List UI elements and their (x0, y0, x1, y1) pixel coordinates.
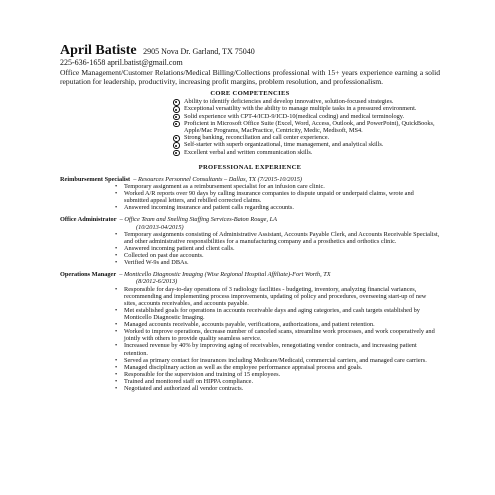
competency-text: Proficient in Microsoft Office Suite (Excel, Word, Access, Outlook, and PowerPoint), QuickBooks, Apple/Mac Programs, MacPractice, Centricity, Medic, Medisoft, MS4. (184, 119, 435, 134)
phone-email: 225-636-1658 april.batist@gmail.com (60, 58, 183, 67)
competencies-list (60, 98, 440, 156)
duties-list (60, 231, 440, 266)
header-line (60, 42, 440, 58)
job-header: Reimbursement Specialist – Resources Personnel Consultants – Dallas, TX (7/2015-10/2015) (60, 175, 303, 183)
job-header: Operations Manager – Monticello Diagnostic Imaging (Wise Regional Hospital Affiliate)-Fort Worth, TX (60, 271, 331, 279)
competency-item (173, 113, 440, 120)
duty-item: • Increased revenue by 40% by improving aging of receivables, renegotiating vendor contracts, and increasing patient retention. (115, 342, 440, 356)
duty-item: • Answered incoming insurance and patient calls regarding accounts. (115, 204, 440, 211)
duty-item: • Worked A/R reports over 90 days by calling insurance companies to dispute unpaid or underpaid claims, wrote and submitted appeal letters, and rebilled corrected claims. (115, 190, 440, 204)
competency-item (173, 120, 440, 134)
competency-item (173, 105, 440, 112)
applicant-name: April Batiste (60, 43, 137, 58)
job-role: Operations Manager (60, 271, 117, 279)
duty-item: • Temporary assignment as a reimbursement specialist for an infusion care clinic. (115, 183, 440, 190)
duty-item: • Responsible for the supervision and training of 15 employees. (115, 371, 440, 378)
competency-item (173, 149, 440, 156)
duty-item: • Temporary assignments consisting of Administrative Assistant, Accounts Payable Clerk, and Accounts Receivable Specialist, and other administrative responsibilities for a manufacturing company and a prosthetics and orthotics clinic. (115, 231, 440, 245)
duty-item: • Served as primary contact for insurances including Medicare/Medicaid, commercial carriers, and managed care carriers. (115, 357, 440, 364)
competencies-title: CORE COMPETENCIES (210, 90, 290, 98)
job-header: Office Administrator – Office Team and Snelling Staffing Services-Baton Rouge, LA (60, 216, 277, 224)
competency-text: Excellent verbal and written communication skills. (184, 148, 313, 156)
summary: Office Management/Customer Relations/Medical Billing/Collections professional with 15+ years experience earning a solid reputation for leadership, productivity, increasing profit margins, problem resolution, and professionalism. (60, 68, 440, 86)
job-organization: Office Team and Snelling Staffing Services-Baton Rouge, LA (124, 216, 277, 224)
competency-item (173, 134, 440, 141)
job-organization: Monticello Diagnostic Imaging (Wise Regional Hospital Affiliate)-Fort Worth, TX (124, 271, 331, 279)
duty-item: • Responsible for day-to-day operations of 3 radiology facilities - budgeting, inventory, analyzing financial variances, recommending and implementing process improvements, updating of policy and procedures, overseeing start-up of new sites, accounts receivables, and accounts payable. (115, 286, 440, 307)
address: 2905 Nova Dr. Garland, TX 75040 (143, 47, 255, 56)
duty-item: • Worked to improve operations, decrease number of canceled scans, streamline work processes, and work cooperatively and jointly with others to provide quality seamless service. (115, 328, 440, 342)
duty-item: • Trained and monitored staff on HIPPA compliance. (115, 378, 440, 385)
job-entry (60, 271, 440, 392)
duties-list (60, 286, 440, 392)
bullet-circle-icon (173, 121, 180, 128)
experience-title: PROFESSIONAL EXPERIENCE (198, 163, 302, 171)
resume-page (60, 42, 440, 392)
duty-item: • Met established goals for operations in accounts receivable days and aging categories, and cash targets established by Monticello Diagnostic Imaging. (115, 307, 440, 321)
competency-text: Exceptional versatility with the ability to manage multiple tasks in a pressured environment. (184, 105, 417, 113)
duty-item: • Managed disciplinary action as well as the employee performance appraisal process and goals. (115, 364, 440, 371)
job-role: Reimbursement Specialist (60, 175, 131, 183)
jobs-list (60, 176, 440, 392)
duty-item: • Verified W-9s and DBAs. (115, 259, 440, 266)
bullet-circle-icon (173, 150, 180, 157)
duty-item: • Collected on past due accounts. (115, 252, 440, 259)
competency-text: Ability to identify deficiencies and develop innovative, solution-focused strategies. (184, 98, 394, 106)
job-organization: Resources Personnel Consultants – Dallas, TX (7/2015-10/2015) (138, 175, 303, 183)
duty-item: • Negotiated and authorized all vendor contracts. (115, 385, 440, 392)
duty-item: • Answered incoming patient and client calls. (115, 245, 440, 252)
competency-text: Strong banking, reconciliation and call center experience. (184, 134, 330, 142)
job-dates: (8/2012-6/2013) (136, 278, 178, 286)
competency-item (173, 141, 440, 148)
duties-list (60, 183, 440, 211)
competency-item (173, 98, 440, 105)
job-entry (60, 216, 440, 266)
competency-text: Solid experience with CPT-4/ICD-9/ICD-10(medical coding) and medical terminology. (184, 112, 405, 120)
job-dates: (10/2013-04/2015) (136, 223, 184, 231)
duty-item: • Managed accounts receivable, accounts payable, verifications, authorizations, and patient retention. (115, 321, 440, 328)
competency-text: Self-starter with superb organizational, time management, and analytical skills. (184, 141, 384, 149)
job-role: Office Administrator (60, 216, 117, 224)
job-entry (60, 176, 440, 212)
